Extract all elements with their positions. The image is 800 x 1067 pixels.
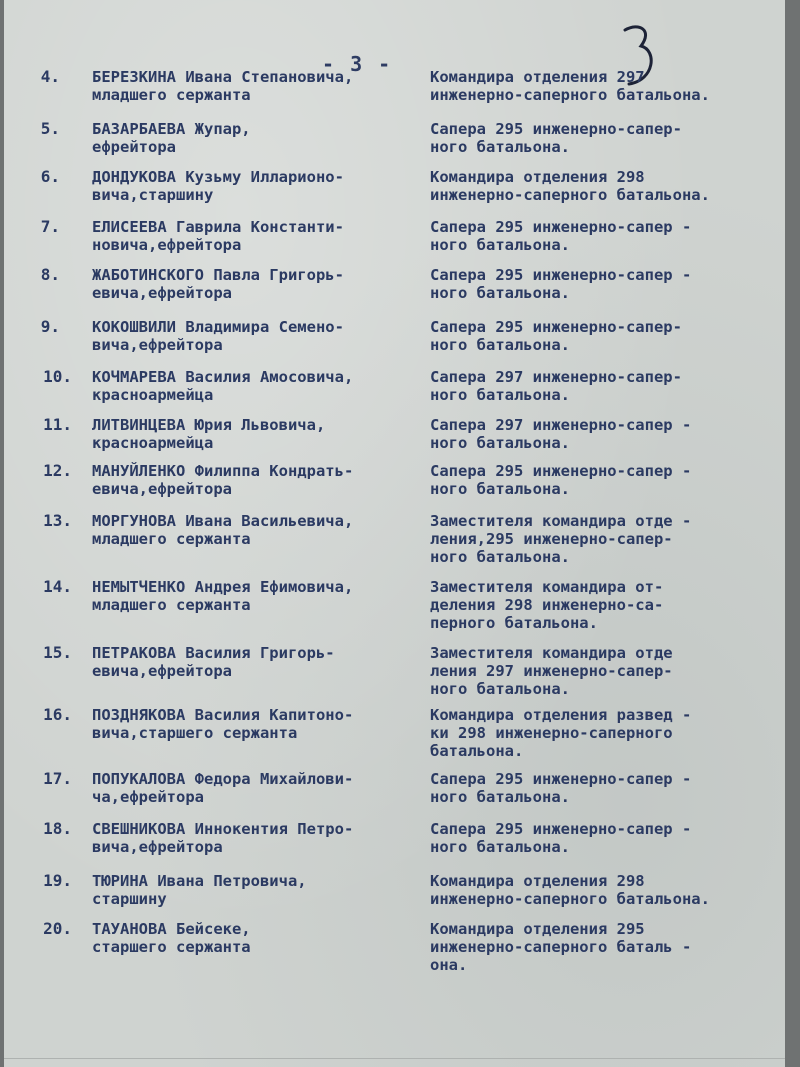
- entry-unit: Сапера 295 инженерно-сапер - ного батальона.: [430, 462, 692, 498]
- entry-unit: Сапера 297 инженерно-сапер- ного батальона.: [430, 368, 682, 404]
- page-edge: [4, 1058, 785, 1059]
- entry-unit: Заместителя командира отде - ления,295 инженерно-сапер- ного батальона.: [430, 512, 692, 566]
- entry-unit: Командира отделения 297 инженерно-саперного батальона.: [430, 68, 710, 104]
- document-page: [4, 0, 785, 1067]
- entry-number: 19.: [43, 871, 72, 890]
- entry-name: ПОЗДНЯКОВА Василия Капитоно- вича,старшего сержанта: [92, 706, 354, 742]
- page-number: - 3 -: [322, 52, 393, 76]
- entry-number: 10.: [43, 367, 72, 386]
- entry-name: ЖАБОТИНСКОГО Павла Григорь- евича,ефрейтора: [92, 266, 344, 302]
- entry-name: КОКОШВИЛИ Владимира Семено- вича,ефрейтора: [92, 318, 344, 354]
- entry-name: БАЗАРБАЕВА Жупар, ефрейтора: [92, 120, 251, 156]
- entry-number: 9.: [40, 317, 60, 336]
- entry-number: 15.: [43, 643, 72, 662]
- entry-number: 4.: [40, 67, 60, 86]
- entry-name: ДОНДУКОВА Кузьму Илларионо- вича,старшину: [92, 168, 344, 204]
- entry-number: 8.: [40, 265, 60, 284]
- entry-unit: Сапера 295 инженерно-сапер - ного батальона.: [430, 770, 692, 806]
- entry-number: 18.: [43, 819, 72, 838]
- entry-name: НЕМЫТЧЕНКО Андрея Ефимовича, младшего сержанта: [92, 578, 354, 614]
- entry-number: 5.: [40, 119, 60, 138]
- entry-name: МОРГУНОВА Ивана Васильевича, младшего сержанта: [92, 512, 354, 548]
- entry-name: ЛИТВИНЦЕВА Юрия Львовича, красноармейца: [92, 416, 326, 452]
- entry-unit: Сапера 295 инженерно-сапер - ного батальона.: [430, 218, 692, 254]
- entry-unit: Заместителя командира от- деления 298 инженерно-са- перного батальона.: [430, 578, 664, 632]
- entry-name: ПОПУКАЛОВА Федора Михайлови- ча,ефрейтора: [92, 770, 354, 806]
- entry-number: 14.: [43, 577, 72, 596]
- entry-unit: Сапера 295 инженерно-сапер- ного батальона.: [430, 318, 682, 354]
- entry-number: 17.: [43, 769, 72, 788]
- entry-name: ТАУАНОВА Бейсеке, старшего сержанта: [92, 920, 251, 956]
- entry-number: 16.: [43, 705, 72, 724]
- entry-unit: Сапера 297 инженерно-сапер - ного батальона.: [430, 416, 692, 452]
- entry-name: ЕЛИСЕЕВА Гаврила Константи- новича,ефрейтора: [92, 218, 344, 254]
- entry-unit: Командира отделения 298 инженерно-саперного батальона.: [430, 168, 710, 204]
- entry-number: 7.: [40, 217, 60, 236]
- entry-unit: Командира отделения 298 инженерно-саперного батальона.: [430, 872, 710, 908]
- entry-number: 13.: [43, 511, 72, 530]
- entry-unit: Сапера 295 инженерно-сапер - ного батальона.: [430, 820, 692, 856]
- entry-number: 12.: [43, 461, 72, 480]
- entry-name: КОЧМАРЕВА Василия Амосовича, красноармейца: [92, 368, 354, 404]
- entry-unit: Командира отделения 295 инженерно-саперного баталь - она.: [430, 920, 692, 974]
- entry-unit: Сапера 295 инженерно-сапер - ного батальона.: [430, 266, 692, 302]
- entry-name: СВЕШНИКОВА Иннокентия Петро- вича,ефрейтора: [92, 820, 354, 856]
- entry-name: МАНУЙЛЕНКО Филиппа Кондрать- евича,ефрейтора: [92, 462, 354, 498]
- entry-number: 11.: [43, 415, 72, 434]
- entry-name: ПЕТРАКОВА Василия Григорь- евича,ефрейтора: [92, 644, 335, 680]
- entry-name: ТЮРИНА Ивана Петровича, старшину: [92, 872, 307, 908]
- entry-number: 6.: [40, 167, 60, 186]
- entry-unit: Сапера 295 инженерно-сапер- ного батальона.: [430, 120, 682, 156]
- entry-unit: Командира отделения развед - ки 298 инженерно-саперного батальона.: [430, 706, 692, 760]
- entry-name: БЕРЕЗКИНА Ивана Степановича, младшего сержанта: [92, 68, 354, 104]
- entry-number: 20.: [43, 919, 72, 938]
- entry-unit: Заместителя командира отде ления 297 инженерно-сапер- ного батальона.: [430, 644, 673, 698]
